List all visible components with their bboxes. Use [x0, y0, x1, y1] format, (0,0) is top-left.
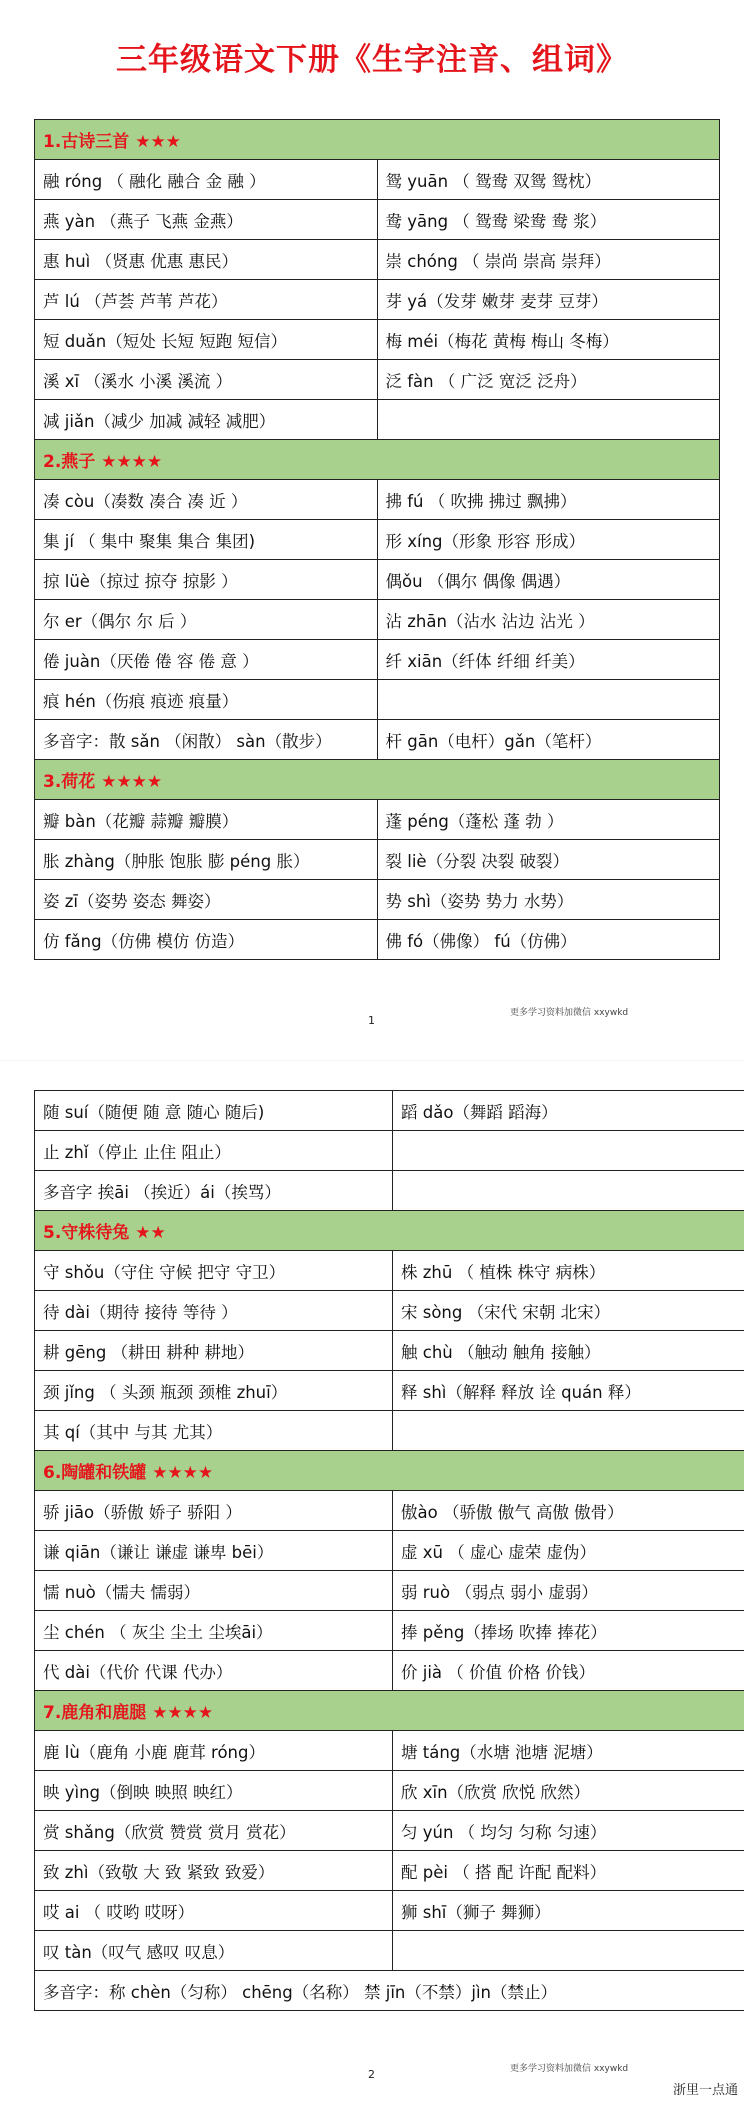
- page-separator: [0, 1060, 744, 1061]
- vocab-entry-left: 赏 shǎng（欣赏 赞赏 赏月 赏花）: [35, 1811, 393, 1851]
- table-row: [35, 680, 720, 720]
- vocab-entry-right: 蓬 péng（蓬松 蓬 勃 ）: [377, 800, 720, 840]
- section-header-row: [35, 1211, 744, 1251]
- vocab-entry-left: 倦 juàn（厌倦 倦 容 倦 意 ）: [35, 640, 378, 680]
- vocab-entry-right: 偶ǒu （偶尔 偶像 偶遇）: [377, 560, 720, 600]
- table-row: [35, 240, 720, 280]
- vocab-entry-right: 形 xíng（形象 形容 形成）: [377, 520, 720, 560]
- page-number-1: 1: [368, 1014, 375, 1027]
- table-row: [35, 1851, 744, 1891]
- vocab-entry-right: 蹈 dǎo（舞蹈 蹈海）: [393, 1091, 744, 1131]
- vocab-entry-left: 止 zhǐ（停止 止住 阻止）: [35, 1131, 393, 1171]
- vocab-entry-left: 谦 qiān（谦让 谦虚 谦卑 bēi）: [35, 1531, 393, 1571]
- vocab-entry-left: 守 shǒu（守住 守候 把守 守卫）: [35, 1251, 393, 1291]
- section-header-row: [35, 1451, 744, 1491]
- table-row: [35, 1931, 744, 1971]
- section-header-row: [35, 760, 720, 800]
- vocab-entry-left: 瓣 bàn（花瓣 蒜瓣 瓣膜）: [35, 800, 378, 840]
- vocab-entry-left: 待 dài（期待 接待 等待 ）: [35, 1291, 393, 1331]
- section-title: 3.荷花 ★★★★: [35, 760, 720, 800]
- section-header-row: [35, 1691, 744, 1731]
- vocab-entry-left: 随 suí（随便 随 意 随心 随后): [35, 1091, 393, 1131]
- vocab-entry-left: 耕 gēng （耕田 耕种 耕地）: [35, 1331, 393, 1371]
- vocab-entry-left: 哎 ai （ 哎哟 哎呀）: [35, 1891, 393, 1931]
- vocab-entry-right: [377, 680, 720, 720]
- vocab-entry-right: 株 zhū （ 植株 株守 病株）: [393, 1251, 744, 1291]
- vocab-entry-right: [393, 1131, 744, 1171]
- table-row: [35, 320, 720, 360]
- table-row: [35, 880, 720, 920]
- section-title: 2.燕子 ★★★★: [35, 440, 720, 480]
- vocab-entry-right: 配 pèi （ 搭 配 许配 配料）: [393, 1851, 744, 1891]
- vocab-entry-left: 叹 tàn（叹气 感叹 叹息）: [35, 1931, 393, 1971]
- vocab-entry-right: 崇 chóng （ 崇尚 崇高 崇拜）: [377, 240, 720, 280]
- vocab-entry-right: 捧 pěng（捧场 吹捧 捧花）: [393, 1611, 744, 1651]
- vocab-entry-right: 沾 zhān（沾水 沾边 沾光 ）: [377, 600, 720, 640]
- table-row: [35, 1571, 744, 1611]
- vocab-entry-right: [393, 1931, 744, 1971]
- document-title: 三年级语文下册《生字注音、组词》: [116, 42, 628, 78]
- vocab-entry-left: 多音字 挨āi （挨近）ái（挨骂）: [35, 1171, 393, 1211]
- vocab-entry-left: 多音字：散 sǎn （闲散） sàn（散步）: [35, 720, 378, 760]
- table-row: [35, 1891, 744, 1931]
- vocab-entry-left: 惠 huì （贤惠 优惠 惠民）: [35, 240, 378, 280]
- section-title: 1.古诗三首 ★★★: [35, 120, 720, 160]
- vocab-entry-left: 溪 xī （溪水 小溪 溪流 ）: [35, 360, 378, 400]
- vocab-entry-left: 凑 còu（凑数 凑合 凑 近 ）: [35, 480, 378, 520]
- table-row: [35, 840, 720, 880]
- section-title: 5.守株待兔 ★★: [35, 1211, 744, 1251]
- table-row: [35, 1491, 744, 1531]
- vocab-entry-right: 弱 ruò （弱点 弱小 虚弱）: [393, 1571, 744, 1611]
- vocab-entry-left: 骄 jiāo（骄傲 娇子 骄阳 ）: [35, 1491, 393, 1531]
- vocab-entry-right: 杆 gān（电杆）gǎn（笔杆）: [377, 720, 720, 760]
- table-row: [35, 1091, 744, 1131]
- table-row: [35, 1171, 744, 1211]
- table-row: [35, 800, 720, 840]
- vocab-entry-full: 多音字：称 chèn（匀称） chēng（名称） 禁 jīn（不禁）jìn（禁止）: [35, 1971, 744, 2011]
- vocab-entry-right: 价 jià （ 价值 价格 价钱）: [393, 1651, 744, 1691]
- vocab-entry-left: 芦 lú （芦荟 芦苇 芦花）: [35, 280, 378, 320]
- vocab-entry-left: 痕 hén（伤痕 痕迹 痕量）: [35, 680, 378, 720]
- table-row: [35, 1731, 744, 1771]
- table-row: [35, 1331, 744, 1371]
- vocab-entry-left: 鹿 lù（鹿角 小鹿 鹿茸 róng）: [35, 1731, 393, 1771]
- vocab-entry-left: 尔 er（偶尔 尔 后 ）: [35, 600, 378, 640]
- vocab-entry-right: 鸳 yuān （ 鸳鸯 双鸳 鸳枕）: [377, 160, 720, 200]
- section-title: 6.陶罐和铁罐 ★★★★: [35, 1451, 744, 1491]
- vocab-table-page-1: [34, 119, 720, 960]
- vocab-entry-left: 燕 yàn （燕子 飞燕 金燕）: [35, 200, 378, 240]
- vocab-entry-right: 塘 táng（水塘 池塘 泥塘）: [393, 1731, 744, 1771]
- vocab-entry-left: 集 jí （ 集中 聚集 集合 集团): [35, 520, 378, 560]
- vocab-entry-right: 梅 méi（梅花 黄梅 梅山 冬梅）: [377, 320, 720, 360]
- vocab-entry-left: 减 jiǎn（减少 加减 减轻 减肥）: [35, 400, 378, 440]
- table-row: [35, 720, 720, 760]
- vocab-entry-right: 裂 liè（分裂 决裂 破裂）: [377, 840, 720, 880]
- vocab-entry-right: 芽 yá（发芽 嫩芽 麦芽 豆芽）: [377, 280, 720, 320]
- vocab-entry-right: [393, 1171, 744, 1211]
- vocab-entry-right: 傲ào （骄傲 傲气 高傲 傲骨）: [393, 1491, 744, 1531]
- vocab-entry-left: 代 dài（代价 代课 代办）: [35, 1651, 393, 1691]
- vocab-entry-right: 鸯 yāng （ 鸳鸯 梁鸯 鸯 浆）: [377, 200, 720, 240]
- vocab-entry-right: 虚 xū （ 虚心 虚荣 虚伪）: [393, 1531, 744, 1571]
- vocab-entry-left: 仿 fǎng（仿佛 模仿 仿造）: [35, 920, 378, 960]
- page-number-2: 2: [368, 2068, 375, 2081]
- vocab-entry-right: 触 chù （触动 触角 接触）: [393, 1331, 744, 1371]
- table-row: [35, 640, 720, 680]
- table-row: [35, 1771, 744, 1811]
- table-row: [35, 480, 720, 520]
- vocab-entry-right: [393, 1411, 744, 1451]
- vocab-entry-left: 融 róng （ 融化 融合 金 融 ）: [35, 160, 378, 200]
- table-row: [35, 560, 720, 600]
- table-row: [35, 1371, 744, 1411]
- table-row: [35, 1651, 744, 1691]
- table-row: [35, 1411, 744, 1451]
- vocab-entry-left: 短 duǎn（短处 长短 短跑 短信）: [35, 320, 378, 360]
- section-header-row: [35, 120, 720, 160]
- vocab-entry-right: 佛 fó（佛像） fú（仿佛）: [377, 920, 720, 960]
- table-row: [35, 400, 720, 440]
- footer-note-2: 更多学习资料加微信 xxywkd: [510, 2064, 629, 2074]
- section-title: 7.鹿角和鹿腿 ★★★★: [35, 1691, 744, 1731]
- table-row: [35, 200, 720, 240]
- vocab-entry-right: 狮 shī（狮子 舞狮）: [393, 1891, 744, 1931]
- vocab-entry-right: 欣 xīn（欣赏 欣悦 欣然）: [393, 1771, 744, 1811]
- vocab-entry-left: 其 qí（其中 与其 尤其）: [35, 1411, 393, 1451]
- table-row: [35, 1971, 744, 2011]
- table-row: [35, 1251, 744, 1291]
- vocab-entry-right: 宋 sòng （宋代 宋朝 北宋）: [393, 1291, 744, 1331]
- vocab-entry-left: 掠 lüè（掠过 掠夺 掠影 ）: [35, 560, 378, 600]
- vocab-entry-left: 尘 chén （ 灰尘 尘土 尘埃āi）: [35, 1611, 393, 1651]
- corner-watermark: 浙里一点通: [672, 2083, 738, 2098]
- vocab-entry-right: 释 shì（解释 释放 诠 quán 释）: [393, 1371, 744, 1411]
- vocab-entry-right: 拂 fú （ 吹拂 拂过 飘拂）: [377, 480, 720, 520]
- table-row: [35, 520, 720, 560]
- vocab-entry-right: 纤 xiān（纤体 纤细 纤美）: [377, 640, 720, 680]
- vocab-entry-left: 胀 zhàng（肿胀 饱胀 膨 péng 胀）: [35, 840, 378, 880]
- vocab-entry-right: 匀 yún （ 均匀 匀称 匀速）: [393, 1811, 744, 1851]
- table-row: [35, 1291, 744, 1331]
- table-row: [35, 600, 720, 640]
- footer-note-1: 更多学习资料加微信 xxywkd: [510, 1008, 629, 1018]
- table-row: [35, 280, 720, 320]
- vocab-entry-left: 映 yìng（倒映 映照 映红）: [35, 1771, 393, 1811]
- table-row: [35, 920, 720, 960]
- table-row: [35, 360, 720, 400]
- vocab-entry-right: [377, 400, 720, 440]
- table-row: [35, 1811, 744, 1851]
- vocab-entry-right: 泛 fàn （ 广泛 宽泛 泛舟）: [377, 360, 720, 400]
- vocab-table-page-2: [34, 1090, 744, 2011]
- section-header-row: [35, 440, 720, 480]
- vocab-entry-left: 颈 jǐng （ 头颈 瓶颈 颈椎 zhuī）: [35, 1371, 393, 1411]
- vocab-entry-left: 致 zhì（致敬 大 致 紧致 致爱）: [35, 1851, 393, 1891]
- table-row: [35, 1131, 744, 1171]
- vocab-entry-left: 懦 nuò（懦夫 懦弱）: [35, 1571, 393, 1611]
- vocab-entry-right: 势 shì（姿势 势力 水势）: [377, 880, 720, 920]
- vocab-entry-left: 姿 zī（姿势 姿态 舞姿）: [35, 880, 378, 920]
- table-row: [35, 160, 720, 200]
- table-row: [35, 1531, 744, 1571]
- table-row: [35, 1611, 744, 1651]
